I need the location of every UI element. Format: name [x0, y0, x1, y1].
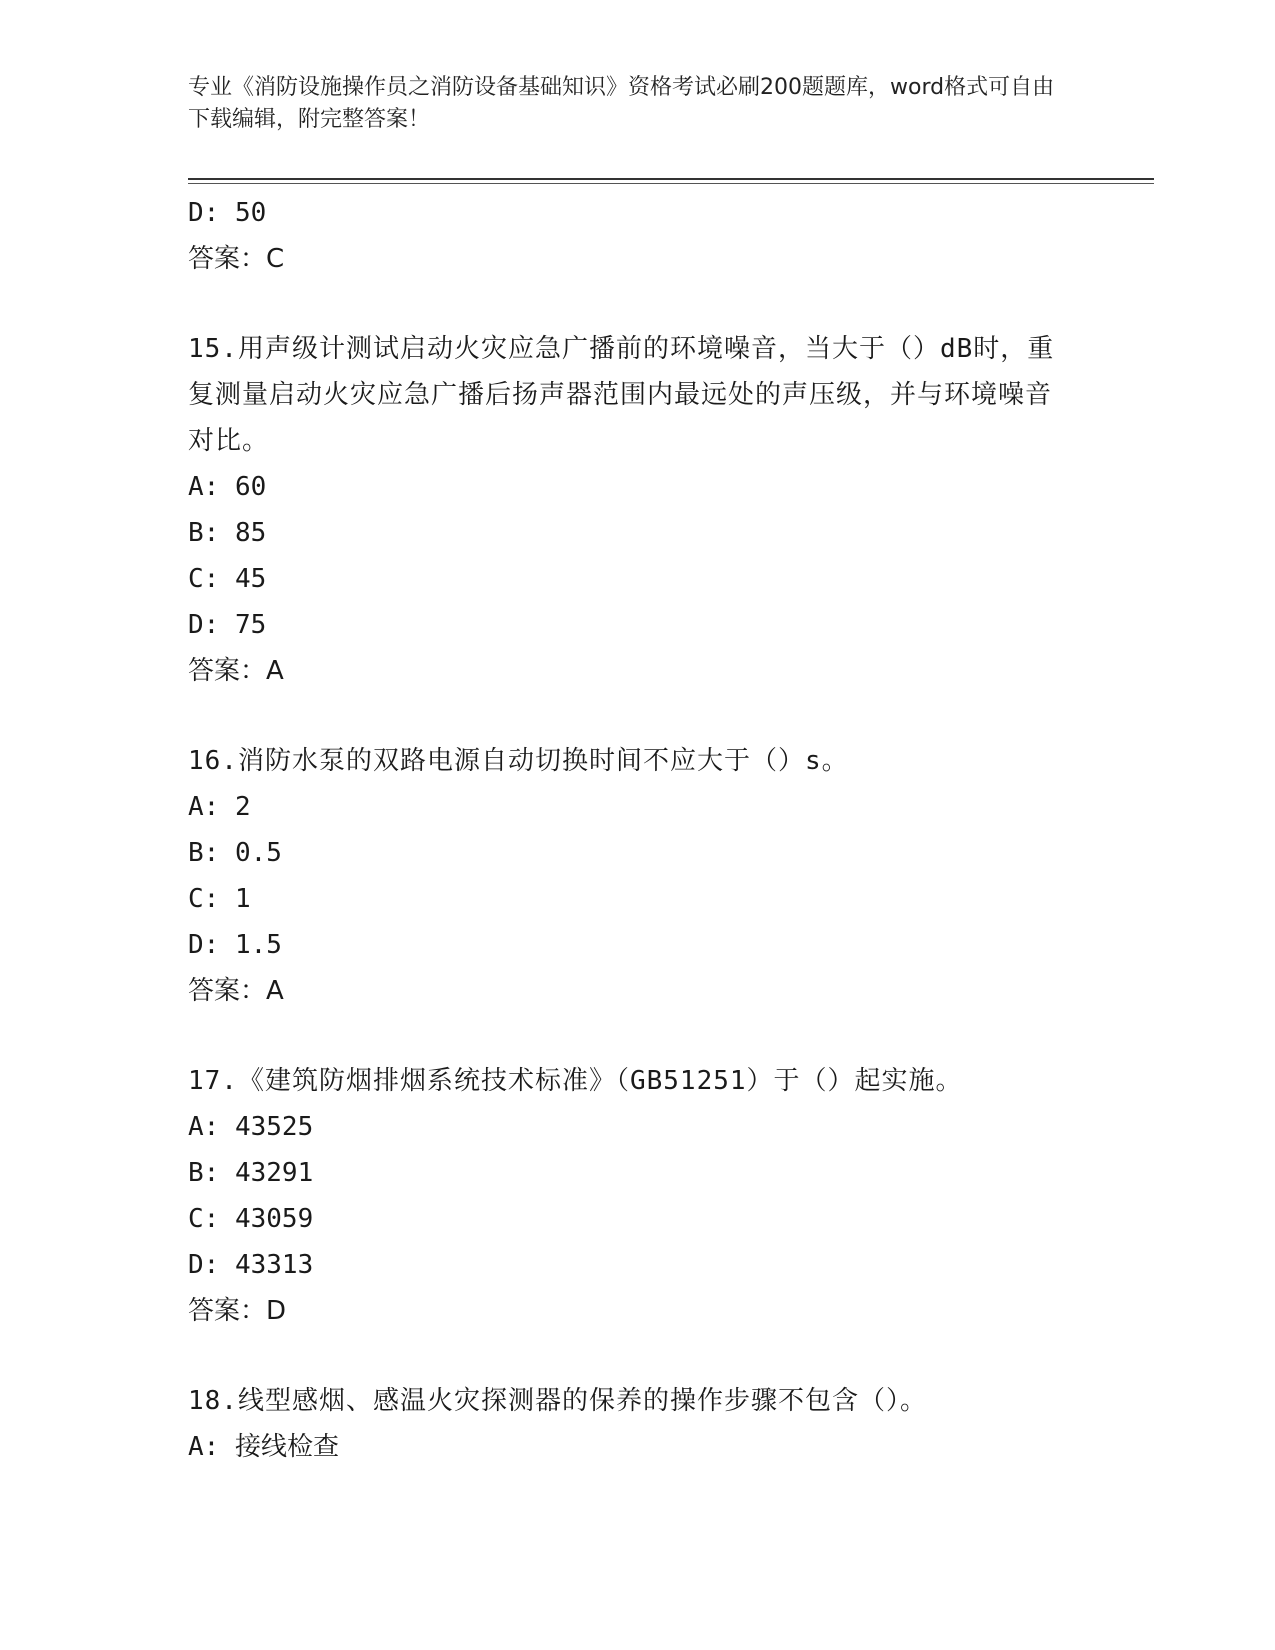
option-b: B: 43291	[188, 1158, 314, 1188]
prev-answer: 答案：C	[188, 244, 285, 274]
option-c: C: 45	[188, 564, 267, 594]
option-b: B: 85	[188, 518, 267, 548]
answer: 答案：A	[188, 656, 284, 686]
question-text: 15.用声级计测试启动火灾应急广播前的环境噪音，当大于（）dB时，重复测量启动火灾应急广播后扬声器范围内最远处的声压级，并与环境噪音对比。	[188, 334, 1055, 456]
answer: 答案：D	[188, 1296, 287, 1326]
option-a: A: 接线检查	[188, 1432, 339, 1462]
option-a: A: 2	[188, 792, 251, 822]
question-text: 18.线型感烟、感温火灾探测器的保养的操作步骤不包含（）。	[188, 1386, 927, 1416]
option-c: C: 1	[188, 884, 251, 914]
option-d: D: 43313	[188, 1250, 314, 1280]
option-a: A: 60	[188, 472, 267, 502]
question-16	[188, 738, 1088, 1014]
document-header: 专业《消防设施操作员之消防设备基础知识》资格考试必刷200题题库，word格式可自由下载编辑，附完整答案！	[188, 75, 1055, 132]
prev-option-d: D: 50	[188, 198, 267, 228]
answer: 答案：A	[188, 976, 284, 1006]
question-17	[188, 1058, 1088, 1334]
option-c: C: 43059	[188, 1204, 314, 1234]
question-text: 17.《建筑防烟排烟系统技术标准》（GB51251）于（）起实施。	[188, 1066, 963, 1096]
header-rule-thick	[188, 178, 1154, 180]
option-d: D: 75	[188, 610, 267, 640]
header-rule-thin	[188, 183, 1154, 184]
option-b: B: 0.5	[188, 838, 282, 868]
question-content	[188, 190, 1088, 1470]
question-text: 16.消防水泵的双路电源自动切换时间不应大于（）s。	[188, 746, 849, 776]
option-d: D: 1.5	[188, 930, 282, 960]
option-a: A: 43525	[188, 1112, 314, 1142]
question-15	[188, 326, 1088, 694]
question-18	[188, 1378, 1088, 1470]
